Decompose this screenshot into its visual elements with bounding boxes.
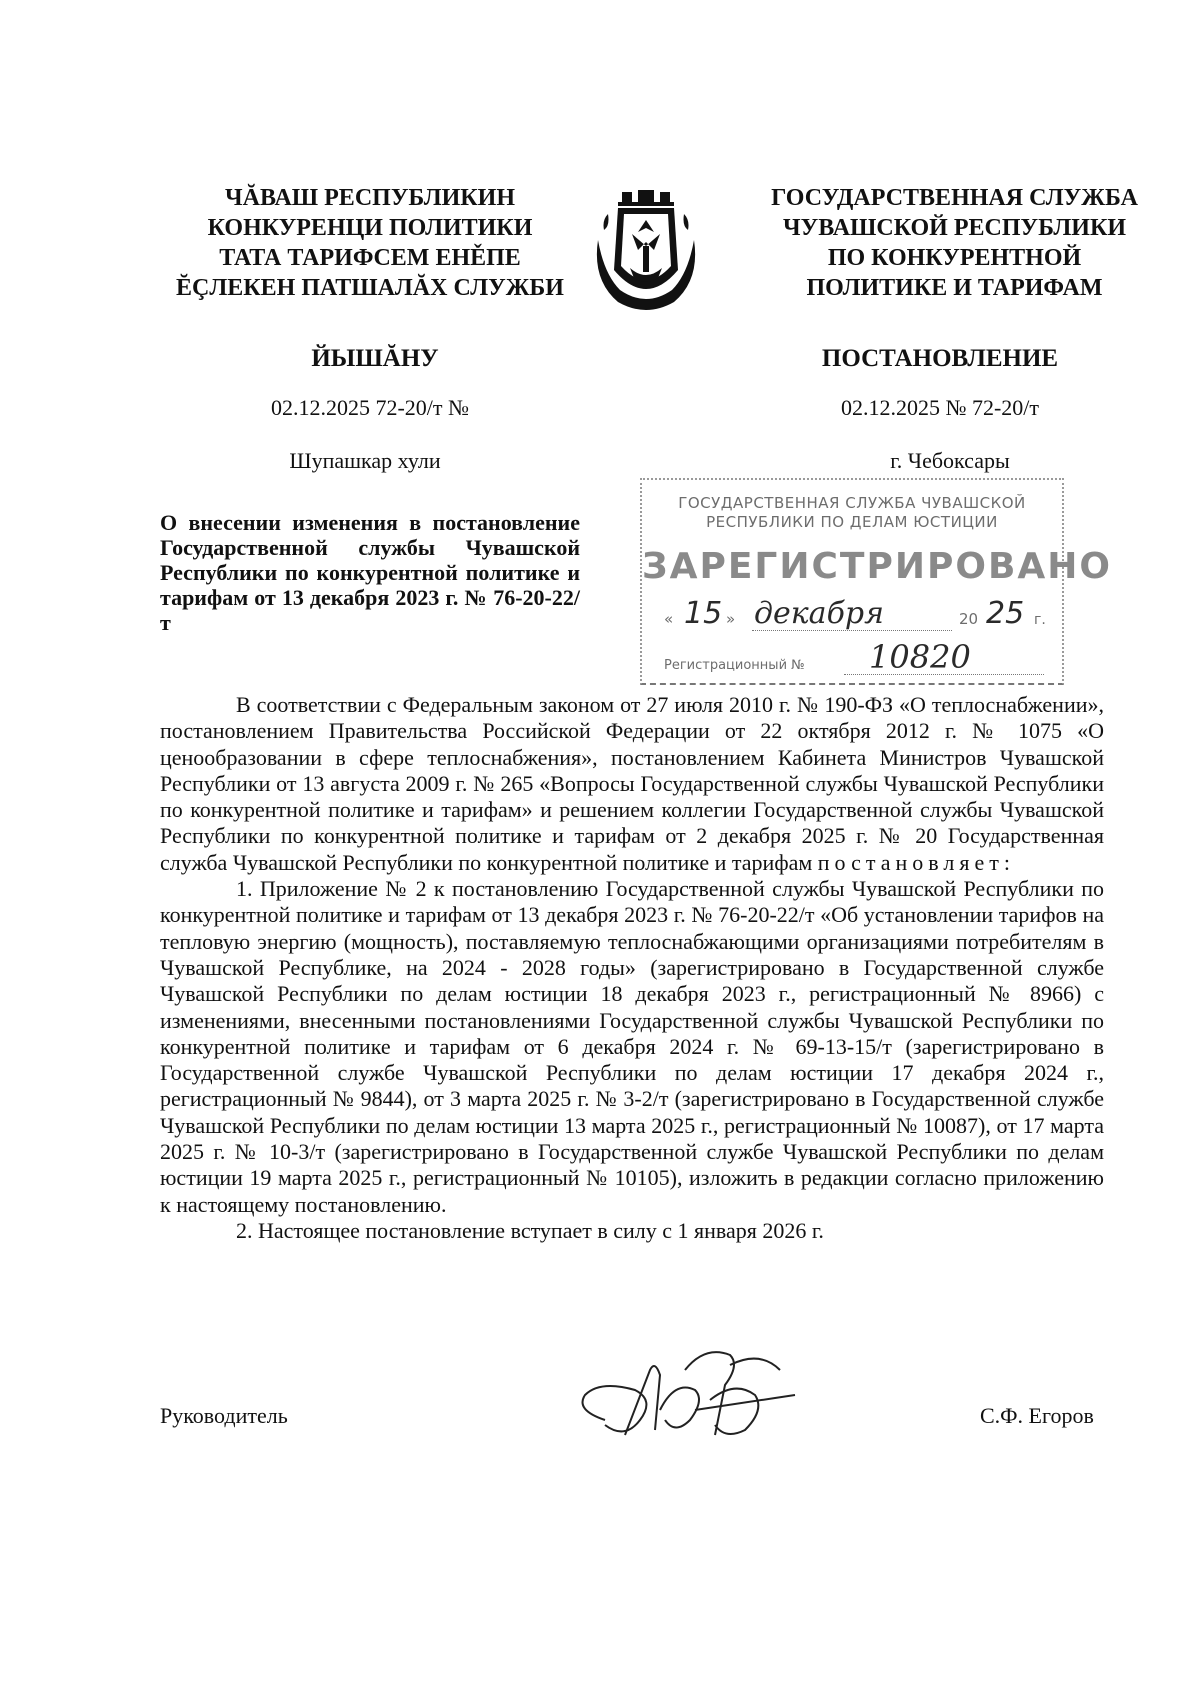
header-russian-line: ГОСУДАРСТВЕННАЯ СЛУЖБА [771, 185, 1138, 211]
stamp-year-suffix: 25 [986, 596, 1025, 631]
stamp-registration-number [664, 638, 1054, 678]
chuvash-emblem-icon [588, 190, 704, 320]
header-russian-line: ПО КОНКУРЕНТНОЙ [827, 245, 1082, 271]
header-chuvash-line: КОНКУРЕНЦИ ПОЛИТИКИ [207, 215, 533, 241]
stamp-year-prefix: 20 [959, 610, 979, 628]
header-chuvash-line: ЧĂВАШ РЕСПУБЛИКИН [225, 185, 515, 211]
doc-number-russian: 02.12.2025 № 72-20/т [840, 395, 1040, 420]
stamp-organization [642, 494, 1062, 532]
stamp-reg-number: 10820 [869, 638, 971, 676]
header-russian [752, 183, 1157, 303]
stamp-quote-close: » [726, 610, 736, 628]
signatory-name: С.Ф. Егоров [980, 1403, 1094, 1428]
item-1-paragraph: 1. Приложение № 2 к постановлению Государственной службы Чувашской Республики по конкурентной политике и тарифам от 13 декабря 2023 г. № 76-20-22/т «Об установлении тарифов на тепловую энергию (мощность), поставляемую теплоснабжающими организациями потребителям в Чувашской Республике, на 2024 - 2028 годы» (зарегистрировано в Государственной службе Чувашской Республики по делам юстиции 18 декабря 2023 г., регистрационный № 8966) с изменениями, внесенными постановлениями Государственной службы Чувашской Республики по конкурентной политике и тарифам от 6 декабря 2024 г. № 69-13-15/т (зарегистрировано в Государственной службе Чувашской Республики по делам юстиции 17 декабря 2024 г., регистрационный № 9844), от 3 марта 2025 г. № 3-2/т (зарегистрировано в Государственной службе Чувашской Республики по делам юстиции 13 марта 2025 г., регистрационный № 10087), от 17 марта 2025 г. № 10-3/т (зарегистрировано в Государственной службе Чувашской Республики по делам юстиции 19 марта 2025 г., регистрационный № 10105), изложить в редакции согласно приложению к настоящему постановлению. [160, 876, 1104, 1217]
stamp-quote-open: « [664, 610, 674, 628]
doc-type-russian: ПОСТАНОВЛЕНИЕ [821, 345, 1059, 372]
doc-number-chuvash: 02.12.2025 72-20/т № [270, 395, 470, 420]
header-chuvash [150, 183, 590, 303]
stamp-year-unit: г. [1034, 612, 1046, 628]
stamp-day: 15 [684, 596, 723, 631]
stamp-org-line: РЕСПУБЛИКИ ПО ДЕЛАМ ЮСТИЦИИ [706, 513, 998, 531]
header-russian-line: ПОЛИТИКЕ И ТАРИФАМ [806, 275, 1103, 301]
document-body [160, 692, 1104, 1244]
preamble-paragraph [160, 692, 1104, 876]
city-russian: г. Чебоксары [890, 448, 1010, 473]
decree-word: постановляет: [817, 849, 1015, 875]
header-chuvash-line: ТАТА ТАРИФСЕМ ЕНĚПЕ [219, 245, 521, 271]
stamp-reg-label: Регистрационный № [664, 658, 805, 673]
stamp-date [664, 596, 1054, 632]
stamp-month: декабря [754, 596, 884, 631]
stamp-org-line: ГОСУДАРСТВЕННАЯ СЛУЖБА ЧУВАШСКОЙ [678, 494, 1026, 512]
handwritten-signature-icon [565, 1340, 815, 1460]
stamp-registered-label: ЗАРЕГИСТРИРОВАНО [642, 546, 1112, 587]
document-subject: О внесении изменения в постановление Государственной службы Чувашской Республики по конкурентной политике и тарифам от 13 декабря 2023 г. № 76-20-22/т [160, 510, 580, 635]
header-chuvash-line: ĔÇЛЕКЕН ПАТШАЛĂХ СЛУЖБИ [176, 275, 564, 301]
city-chuvash: Шупашкар хули [289, 448, 441, 473]
signatory-title: Руководитель [160, 1403, 288, 1428]
item-2-paragraph: 2. Настоящее постановление вступает в силу с 1 января 2026 г. [236, 1217, 824, 1243]
header-russian-line: ЧУВАШСКОЙ РЕСПУБЛИКИ [782, 215, 1127, 241]
registration-stamp [640, 478, 1112, 685]
doc-type-chuvash: ЙЫШĂНУ [311, 345, 439, 372]
preamble-text: В соответствии с Федеральным законом от 27 июля 2010 г. № 190-ФЗ «О теплоснабжении», постановлением Правительства Российской Федерации от 22 октября 2012 г. № 1075 «О ценообразовании в сфере теплоснабжения», постановлением Кабинета Министров Чувашской Республики от 13 августа 2009 г. № 265 «Вопросы Государственной службы Чувашской Республики по конкурентной политике и тарифам» и решением коллегии Государственной службы Чувашской Республики по конкурентной политике и тарифам от 2 декабря 2025 г. № 20 Государственная служба Чувашской Республики по конкурентной политике и тарифам [160, 692, 1104, 875]
